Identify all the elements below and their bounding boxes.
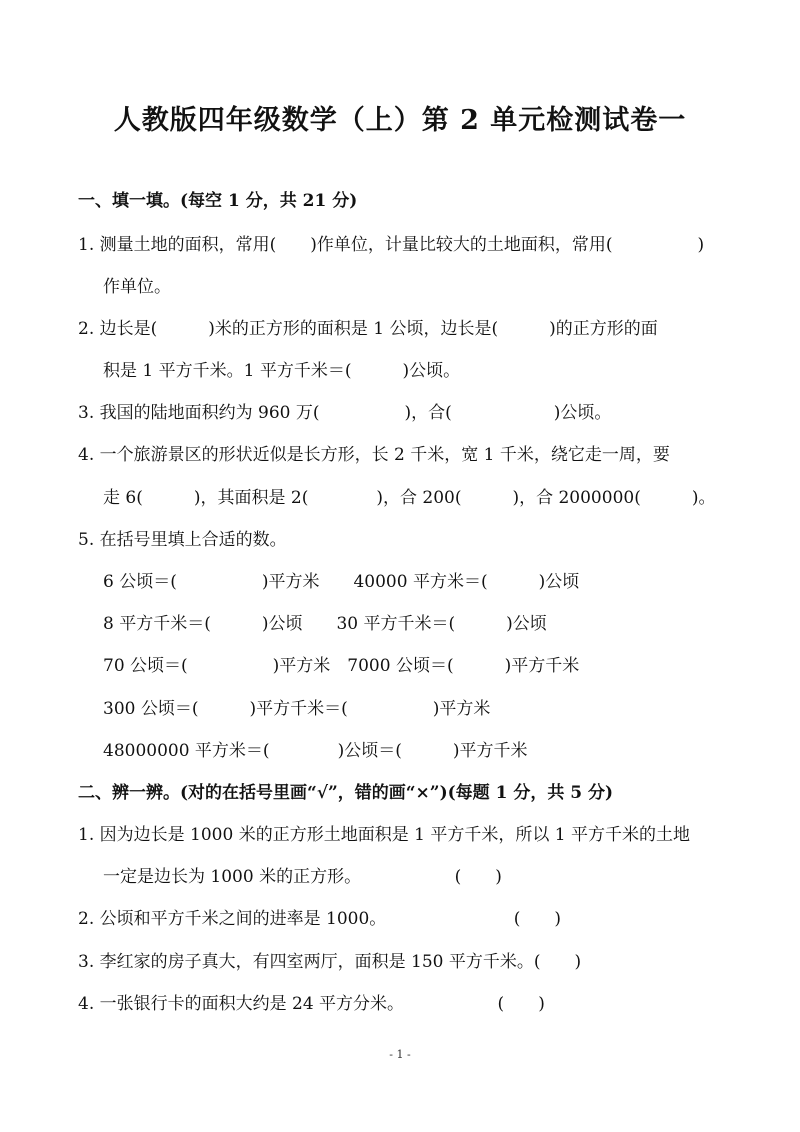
page-title: 人教版四年级数学（上）第 2 单元检测试卷一	[113, 105, 687, 136]
section-heading-judge: 二、辨一辨。(对的在括号里画“√”，错的画“×”)(每题 1 分，共 5 分)	[78, 783, 614, 803]
conversion-line: 70 公顷＝( )平方米 7000 公顷＝( )平方千米	[103, 656, 580, 676]
section-heading-fill: 一、填一填。(每空 1 分，共 21 分)	[78, 191, 358, 211]
question-line: 1. 因为边长是 1000 米的正方形土地面积是 1 平方千米，所以 1 平方千米的土地	[78, 825, 690, 845]
question-line: 2. 边长是( )米的正方形的面积是 1 公顷，边长是( )的正方形的面	[78, 319, 658, 339]
conversion-line: 48000000 平方米＝( )公顷＝( )平方千米	[103, 741, 528, 761]
question-line: 4. 一张银行卡的面积大约是 24 平方分米。 ( )	[78, 994, 545, 1014]
question-line: 1. 测量土地的面积，常用( )作单位，计量比较大的土地面积，常用( )	[78, 235, 705, 255]
question-line: 积是 1 平方千米。1 平方千米＝( )公顷。	[103, 361, 461, 381]
question-line: 2. 公顷和平方千米之间的进率是 1000。 ( )	[78, 909, 562, 929]
question-line: 4. 一个旅游景区的形状近似是长方形，长 2 千米，宽 1 千米，绕它走一周，要	[78, 445, 670, 465]
conversion-line: 6 公顷＝( )平方米 40000 平方米＝( )公顷	[103, 572, 580, 592]
question-line: 一定是边长为 1000 米的正方形。 ( )	[103, 867, 502, 887]
page-number: - 1 -	[389, 1048, 411, 1061]
question-line: 走 6( )，其面积是 2( )，合 200( )，合 2000000( )。	[103, 488, 716, 508]
question-line: 作单位。	[103, 277, 171, 297]
conversion-line: 300 公顷＝( )平方千米＝( )平方米	[103, 699, 491, 719]
question-line: 3. 我国的陆地面积约为 960 万( )，合( )公顷。	[78, 403, 612, 423]
question-line: 3. 李红家的房子真大，有四室两厅，面积是 150 平方千米。( )	[78, 952, 582, 972]
question-line: 5. 在括号里填上合适的数。	[78, 530, 287, 550]
conversion-line: 8 平方千米＝( )公顷 30 平方千米＝( )公顷	[103, 614, 547, 634]
